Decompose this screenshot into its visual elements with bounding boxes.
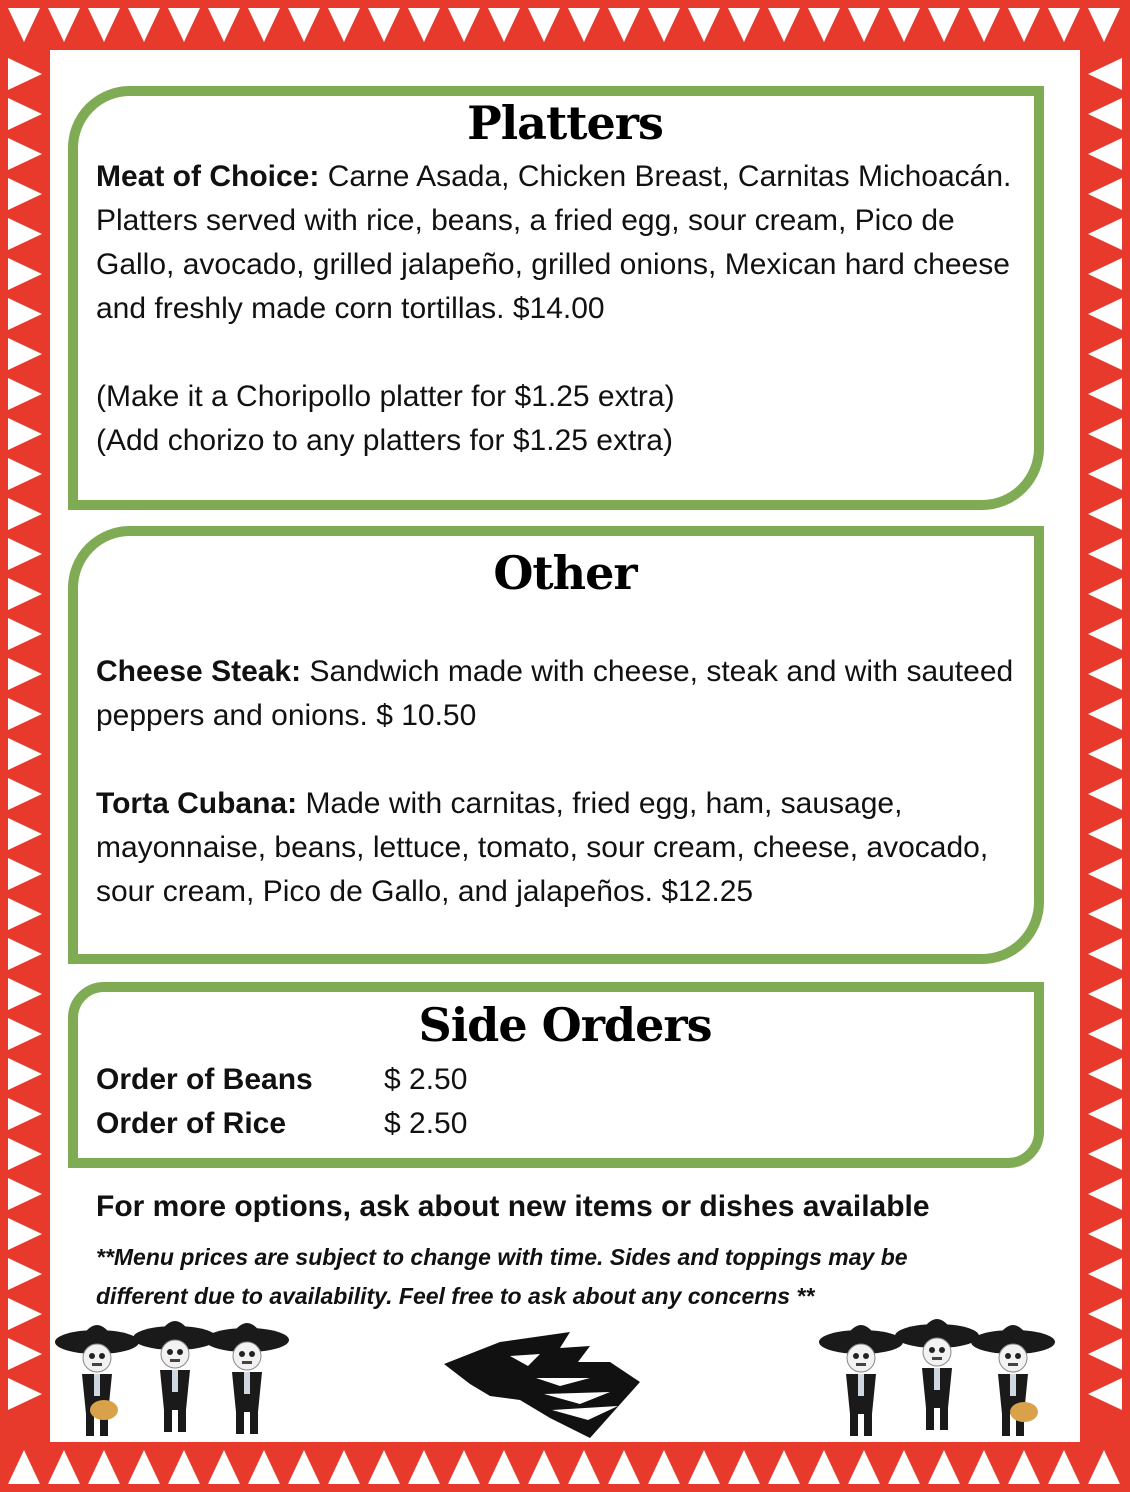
border-triangle xyxy=(8,818,42,850)
mariachi-skeleton-icon xyxy=(52,1310,302,1442)
border-triangle xyxy=(768,8,800,42)
aztec-eagle-icon xyxy=(440,1322,650,1442)
border-triangle xyxy=(8,498,42,530)
border-triangle xyxy=(1088,338,1122,370)
border-triangle xyxy=(8,218,42,250)
border-triangle xyxy=(1088,698,1122,730)
border-triangle xyxy=(1088,1378,1122,1410)
side-order-price: $ 2.50 xyxy=(384,1107,468,1140)
border-triangle xyxy=(8,618,42,650)
border-triangle xyxy=(1088,1178,1122,1210)
border-triangle xyxy=(888,1450,920,1484)
border-triangle xyxy=(8,898,42,930)
border-triangle xyxy=(8,1338,42,1370)
border-triangle xyxy=(128,8,160,42)
border-triangle xyxy=(1088,458,1122,490)
side-orders-title: Side Orders xyxy=(418,998,712,1052)
skeleton-figure xyxy=(55,1325,139,1436)
border-triangle xyxy=(1048,1450,1080,1484)
border-triangle xyxy=(528,8,560,42)
border-triangle xyxy=(8,1098,42,1130)
border-triangle xyxy=(8,1138,42,1170)
border-triangle xyxy=(448,8,480,42)
border-triangle xyxy=(8,1378,42,1410)
border-triangle xyxy=(1088,618,1122,650)
border-triangle xyxy=(568,8,600,42)
border-triangle xyxy=(1008,1450,1040,1484)
border-triangle xyxy=(728,8,760,42)
border-triangle xyxy=(968,1450,1000,1484)
border-triangle xyxy=(528,1450,560,1484)
menu-item xyxy=(96,650,1016,738)
border-triangle xyxy=(488,1450,520,1484)
border-triangle xyxy=(328,8,360,42)
border-triangle xyxy=(8,1298,42,1330)
border-triangle xyxy=(8,258,42,290)
border-triangle xyxy=(1088,1138,1122,1170)
border-triangle xyxy=(8,858,42,890)
border-triangle xyxy=(1088,738,1122,770)
border-triangle xyxy=(1088,498,1122,530)
border-triangle xyxy=(408,1450,440,1484)
mariachi-skeleton-icon xyxy=(816,1310,1066,1442)
platters-description xyxy=(96,155,1016,331)
border-triangle xyxy=(688,8,720,42)
border-triangle xyxy=(208,1450,240,1484)
border-triangle xyxy=(88,1450,120,1484)
border-triangle xyxy=(648,8,680,42)
border-triangle xyxy=(168,8,200,42)
side-order-price: $ 2.50 xyxy=(384,1063,468,1096)
meat-of-choice-label: Meat of Choice: xyxy=(96,160,320,193)
platters-note-chorizo: (Add chorizo to any platters for $1.25 extra) xyxy=(96,424,673,457)
menu-item-name: Torta Cubana: xyxy=(96,787,298,820)
border-triangle xyxy=(328,1450,360,1484)
border-triangle xyxy=(1088,418,1122,450)
border-triangle xyxy=(688,1450,720,1484)
border-triangle xyxy=(1088,938,1122,970)
border-triangle xyxy=(808,1450,840,1484)
border-triangle xyxy=(1088,298,1122,330)
border-triangle xyxy=(1088,258,1122,290)
border-triangle xyxy=(48,8,80,42)
border-triangle xyxy=(88,8,120,42)
border-triangle xyxy=(128,1450,160,1484)
border-triangle xyxy=(8,658,42,690)
border-triangle xyxy=(168,1450,200,1484)
border-triangle xyxy=(1088,1098,1122,1130)
side-order-name: Order of Beans xyxy=(96,1063,313,1096)
meat-of-choice-text: Carne Asada, Chicken Breast, Carnitas Michoacán. Platters served with rice, beans, a fried egg, sour cream, Pico de Gallo, avocado, grilled jalapeño, grilled onions, Mexican hard cheese and freshly made corn tortillas. $14.00 xyxy=(96,160,1012,325)
border-triangle xyxy=(8,458,42,490)
border-triangle xyxy=(1088,778,1122,810)
border-triangle xyxy=(1088,898,1122,930)
border-triangle xyxy=(568,1450,600,1484)
border-triangle xyxy=(728,1450,760,1484)
border-triangle xyxy=(1088,178,1122,210)
border-triangle xyxy=(8,418,42,450)
border-triangle xyxy=(368,8,400,42)
border-triangle xyxy=(248,8,280,42)
border-triangle xyxy=(8,1258,42,1290)
platters-title: Platters xyxy=(467,96,663,150)
border-triangle xyxy=(8,1058,42,1090)
border-triangle xyxy=(848,1450,880,1484)
border-triangle xyxy=(8,738,42,770)
border-triangle xyxy=(1088,1258,1122,1290)
border-triangle xyxy=(8,8,40,42)
border-triangle xyxy=(408,8,440,42)
border-triangle xyxy=(8,378,42,410)
side-order-name: Order of Rice xyxy=(96,1107,287,1140)
menu-item xyxy=(96,782,1016,914)
border-triangle xyxy=(8,778,42,810)
border-triangle xyxy=(928,1450,960,1484)
menu-item-description: Sandwich made with cheese, steak and with sauteed peppers and onions. $ 10.50 xyxy=(96,655,1014,732)
border-triangle xyxy=(1088,858,1122,890)
border-triangle xyxy=(8,338,42,370)
border-triangle xyxy=(288,1450,320,1484)
border-triangle xyxy=(1088,1338,1122,1370)
border-triangle xyxy=(1088,1058,1122,1090)
platters-note-choripollo: (Make it a Choripollo platter for $1.25 extra) xyxy=(96,380,675,413)
border-triangle xyxy=(1088,218,1122,250)
border-triangle xyxy=(288,8,320,42)
border-triangle xyxy=(448,1450,480,1484)
border-triangle xyxy=(248,1450,280,1484)
border-triangle xyxy=(8,1178,42,1210)
border-triangle xyxy=(1088,58,1122,90)
border-triangle xyxy=(1088,818,1122,850)
border-triangle xyxy=(8,298,42,330)
border-triangle xyxy=(968,8,1000,42)
border-triangle xyxy=(928,8,960,42)
border-triangle xyxy=(8,698,42,730)
border-triangle xyxy=(8,1450,40,1484)
border-triangle xyxy=(1088,1450,1120,1484)
border-triangle xyxy=(8,938,42,970)
menu-item-name: Cheese Steak: xyxy=(96,655,302,688)
border-triangle xyxy=(648,1450,680,1484)
menu-item-description: Made with carnitas, fried egg, ham, sausage, mayonnaise, beans, lettuce, tomato, sour cream, cheese, avocado, sour cream, Pico de Gallo, and jalapeños. $12.25 xyxy=(96,787,989,908)
border-triangle xyxy=(488,8,520,42)
border-triangle xyxy=(8,58,42,90)
border-triangle xyxy=(608,8,640,42)
border-triangle xyxy=(768,1450,800,1484)
other-title: Other xyxy=(493,546,637,600)
border-triangle xyxy=(1088,1218,1122,1250)
border-triangle xyxy=(8,1218,42,1250)
border-triangle xyxy=(1088,1298,1122,1330)
border-triangle xyxy=(1088,8,1120,42)
border-triangle xyxy=(208,8,240,42)
border-triangle xyxy=(808,8,840,42)
more-options-note: For more options, ask about new items or dishes available xyxy=(96,1190,930,1223)
border-triangle xyxy=(1008,8,1040,42)
border-triangle xyxy=(608,1450,640,1484)
border-triangle xyxy=(8,178,42,210)
border-triangle xyxy=(1088,658,1122,690)
border-triangle xyxy=(848,8,880,42)
border-triangle xyxy=(1088,378,1122,410)
border-triangle xyxy=(888,8,920,42)
border-triangle xyxy=(1048,8,1080,42)
price-disclaimer: **Menu prices are subject to change with time. Sides and toppings may be different due to availability. Feel free to ask about any concerns ** xyxy=(96,1244,908,1309)
border-triangle xyxy=(368,1450,400,1484)
border-triangle xyxy=(48,1450,80,1484)
